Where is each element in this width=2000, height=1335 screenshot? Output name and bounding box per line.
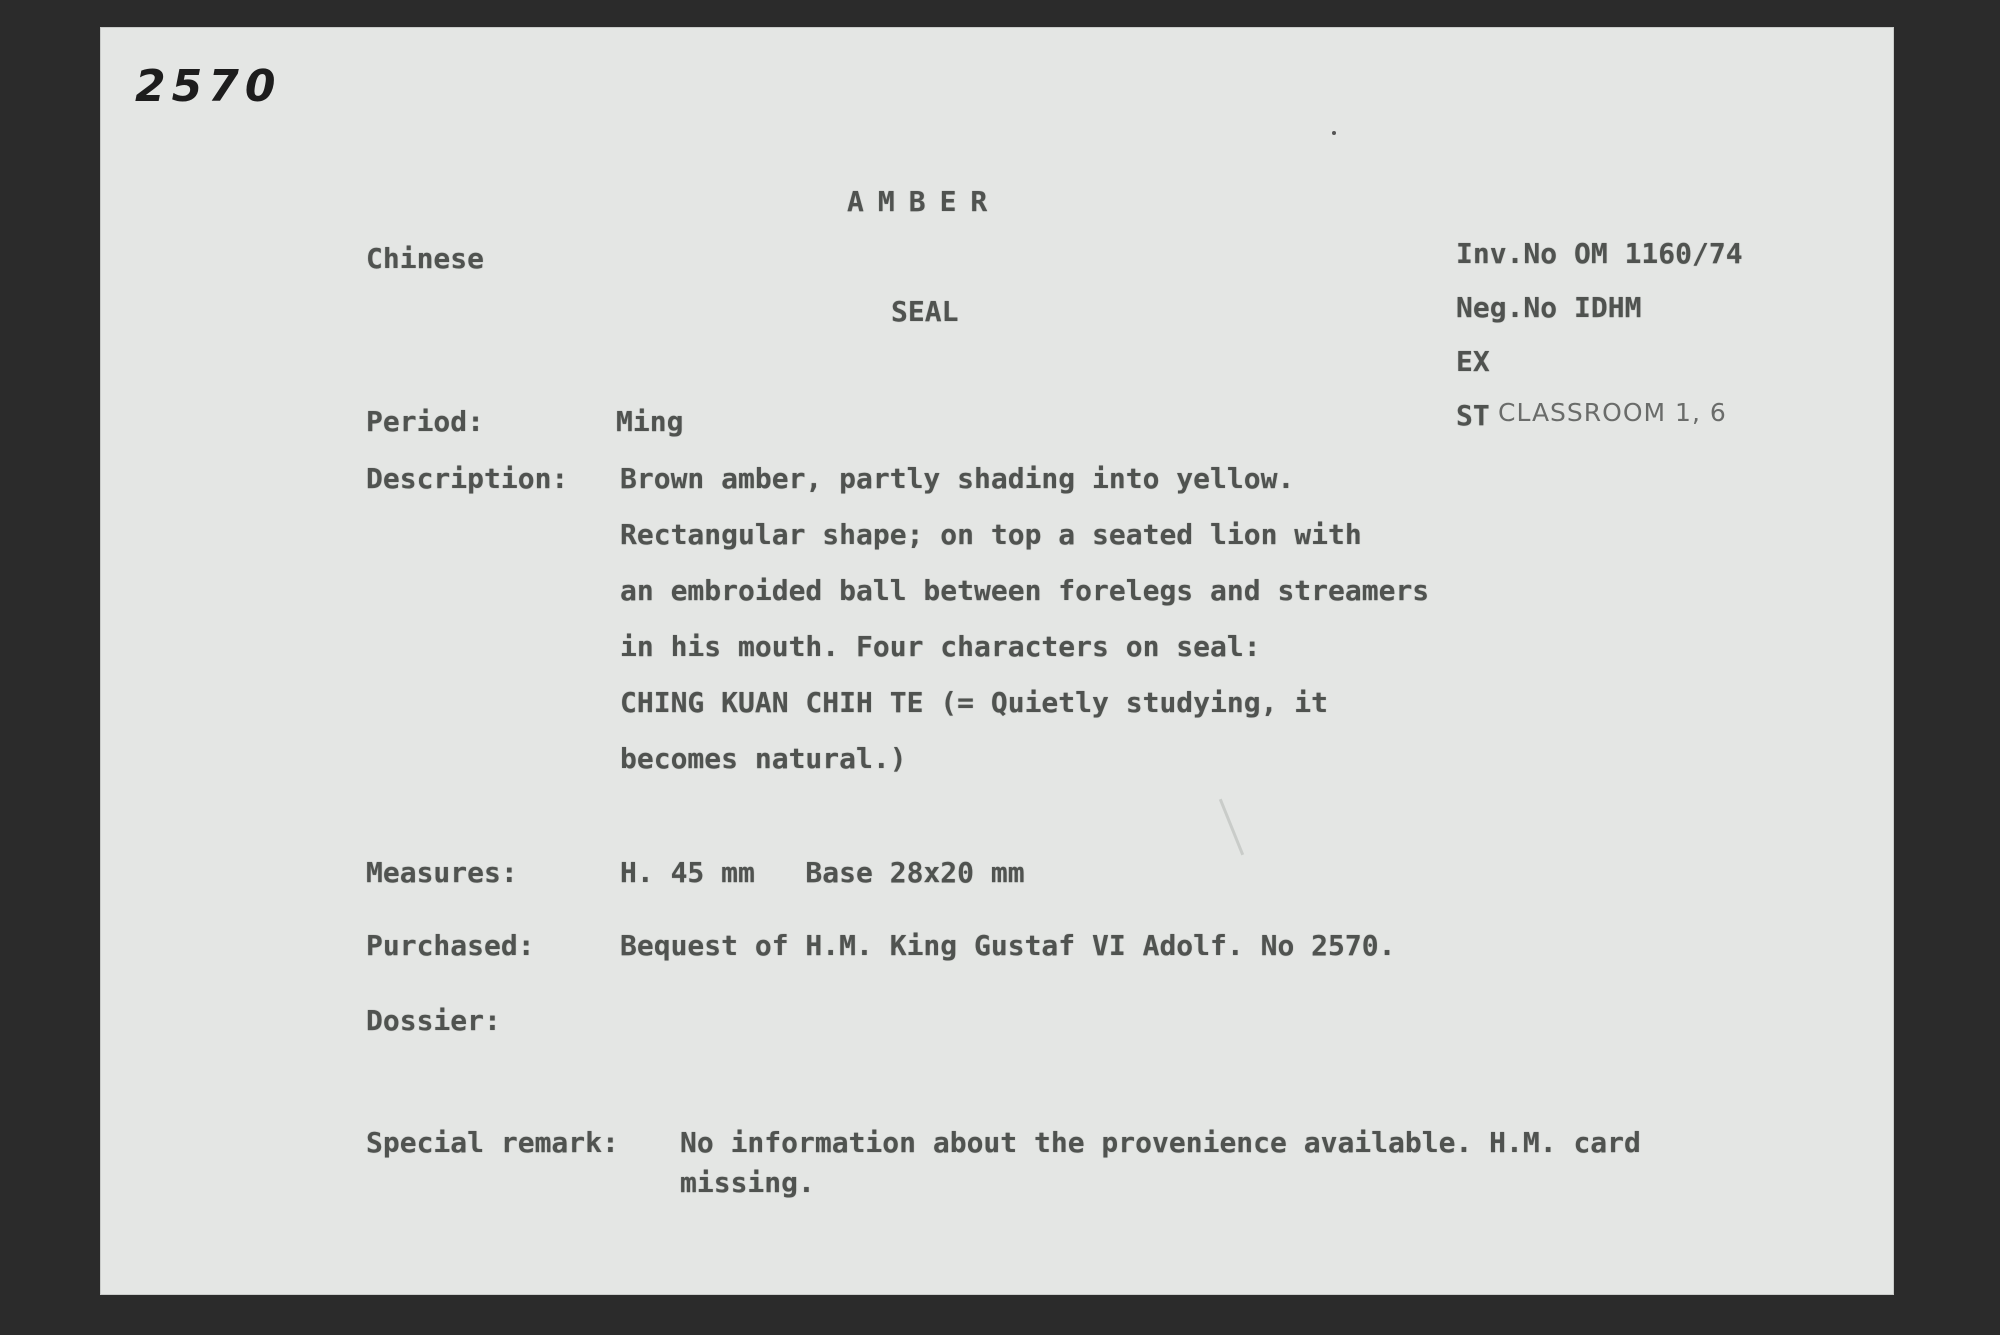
special-remark-line: missing. xyxy=(680,1166,815,1199)
object-type: SEAL xyxy=(891,295,959,328)
handwritten-number: 2570 xyxy=(135,61,282,112)
paper-speck xyxy=(1332,131,1336,135)
description-line: in his mouth. Four characters on seal: xyxy=(620,630,1261,663)
ex-field: EX xyxy=(1456,345,1490,378)
st-pencil-note: CLASSROOM 1, 6 xyxy=(1498,398,1727,427)
origin-text: Chinese xyxy=(366,242,485,275)
special-remark-block xyxy=(680,1115,1641,1203)
description-line: CHING KUAN CHIH TE (= Quietly studying, it xyxy=(620,686,1329,719)
dossier-label: Dossier: xyxy=(366,1004,501,1037)
description-line: an embroided ball between forelegs and streamers xyxy=(620,574,1430,607)
measures-label: Measures: xyxy=(366,856,518,889)
inventory-number: Inv.No OM 1160/74 xyxy=(1456,237,1743,270)
description-label: Description: xyxy=(366,462,569,495)
special-remark-label: Special remark: xyxy=(366,1126,619,1159)
special-remark-line: No information about the provenience available. H.M. card xyxy=(680,1126,1641,1159)
purchased-value: Bequest of H.M. King Gustaf VI Adolf. No 2570. xyxy=(620,929,1396,962)
measures-value: H. 45 mm Base 28x20 mm xyxy=(620,856,1025,889)
description-block xyxy=(620,451,1429,787)
period-value: Ming xyxy=(616,405,684,438)
st-field: ST xyxy=(1456,399,1490,432)
description-line: becomes natural.) xyxy=(620,742,907,775)
paper-scratch xyxy=(1219,799,1244,856)
negative-number: Neg.No IDHM xyxy=(1456,291,1642,324)
description-line: Rectangular shape; on top a seated lion with xyxy=(620,518,1362,551)
description-line: Brown amber, partly shading into yellow. xyxy=(620,462,1295,495)
catalogue-card xyxy=(100,27,1894,1295)
purchased-label: Purchased: xyxy=(366,929,535,962)
period-label: Period: xyxy=(366,405,485,438)
card-title: AMBER xyxy=(847,185,1002,218)
